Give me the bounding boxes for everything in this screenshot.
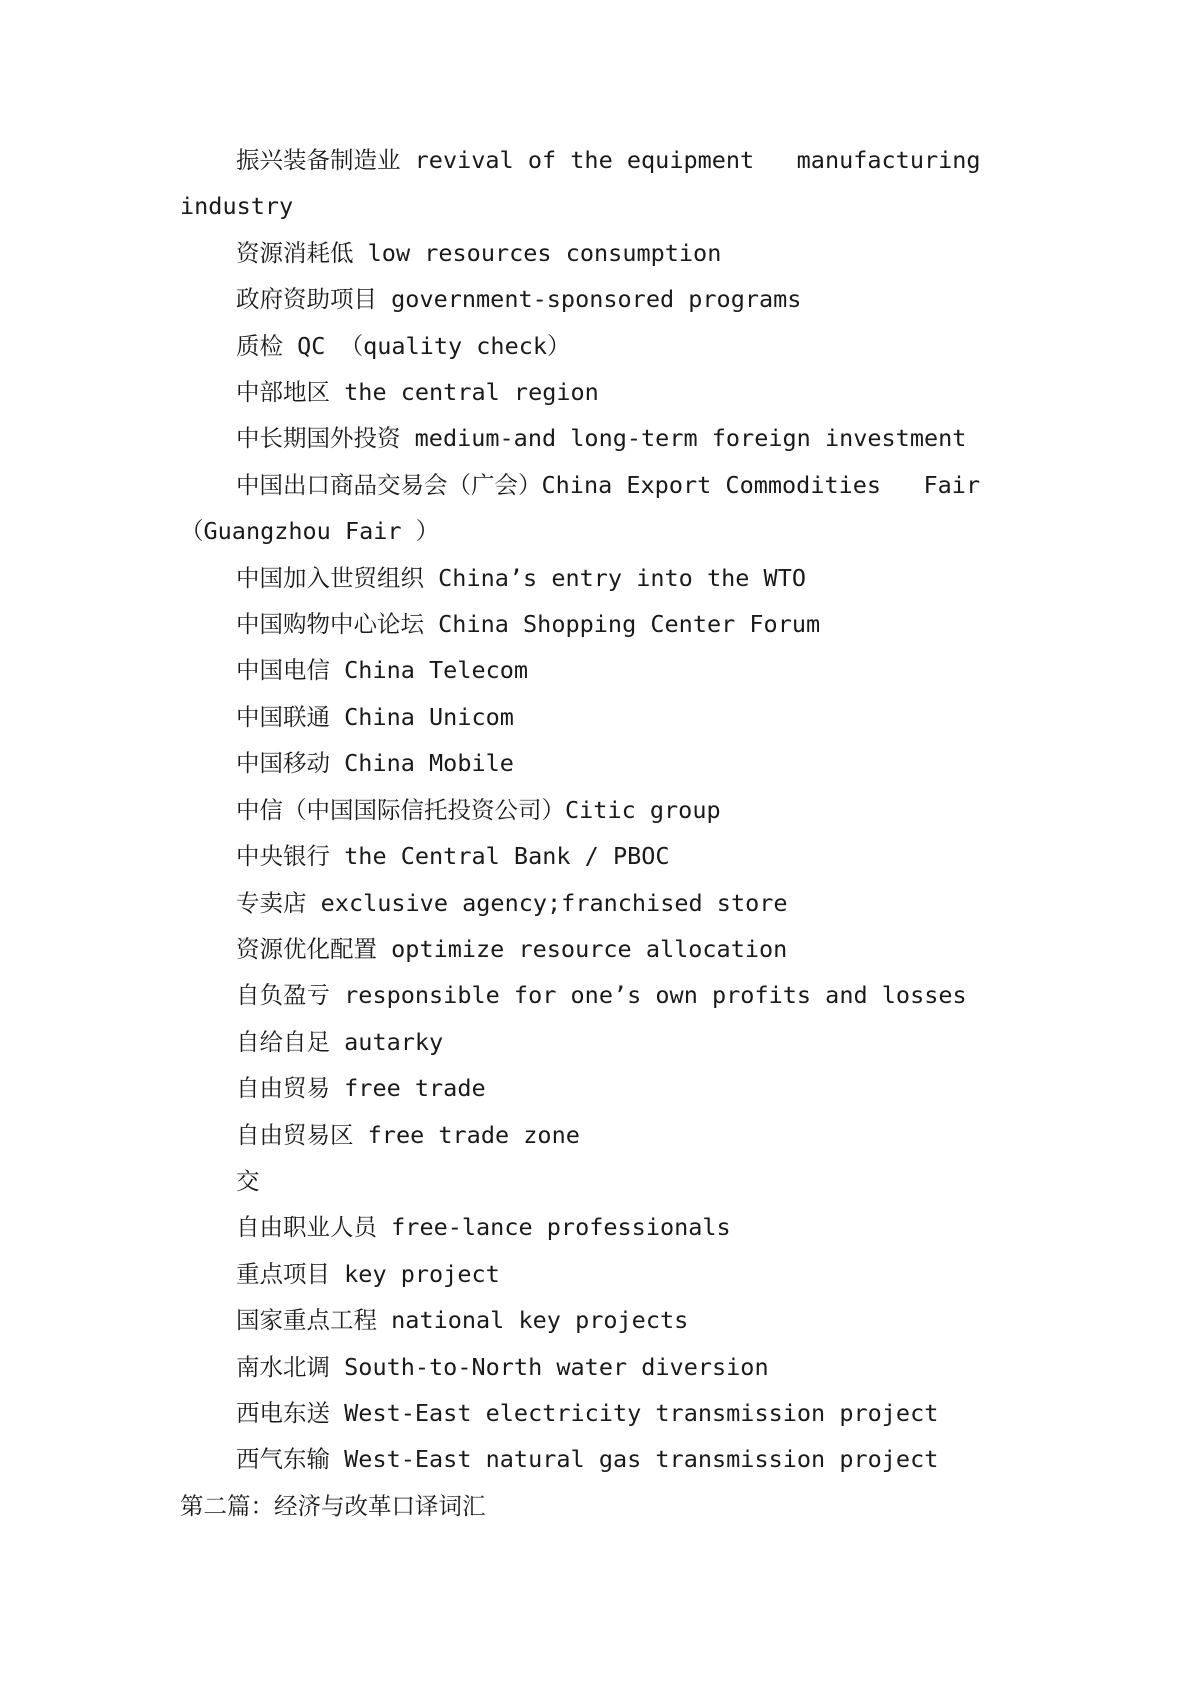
entry-text: 中国加入世贸组织 China’s entry into the WTO [236,563,807,592]
entry-text: 中国购物中心论坛 China Shopping Center Forum [236,610,821,639]
glossary-entry [180,740,1040,786]
entry-text: 中国出口商品交易会（广会）China Export Commodities Fair [236,470,981,499]
glossary-entry [180,1112,1040,1158]
glossary-entry [180,369,1040,415]
glossary-entry [180,833,1040,879]
glossary-content [180,137,1040,1529]
entry-text: 质检 QC （quality check） [236,331,571,360]
glossary-entry [180,926,1040,972]
section-heading: 第二篇：经济与改革口译词汇 [180,1491,486,1520]
entry-text: 南水北调 South-to-North water diversion [236,1352,769,1381]
entry-text: 自负盈亏 responsible for one’s own profits and losses [236,981,967,1010]
glossary-entry [180,1436,1040,1482]
entry-text: 中长期国外投资 medium-and long-term foreign investment [236,424,967,453]
glossary-entry [180,694,1040,740]
glossary-entry [180,230,1040,276]
glossary-entry [180,601,1040,647]
entry-continuation: industry [180,192,294,221]
entry-text: 国家重点工程 national key projects [236,1306,689,1335]
entry-text: 振兴装备制造业 revival of the equipment manufacturing [236,146,981,174]
entry-text: 自由贸易区 free trade zone [236,1120,580,1149]
entry-text: 政府资助项目 government-sponsored programs [236,285,802,314]
entry-text: 自由贸易 free trade [236,1074,486,1103]
glossary-entry [180,323,1040,369]
entry-text: 西气东输 West-East natural gas transmission project [236,1445,939,1474]
glossary-entry [180,1251,1040,1297]
entry-text: 西电东送 West-East electricity transmission project [236,1398,939,1427]
glossary-entry [180,1065,1040,1111]
entry-text: 交 [236,1166,260,1195]
glossary-entry [180,415,1040,461]
entry-text: 中央银行 the Central Bank / PBOC [236,842,670,871]
entry-text: 专卖店 exclusive agency;franchised store [236,888,788,917]
entry-text: 自给自足 autarky [236,1027,444,1056]
glossary-entry [180,276,1040,322]
glossary-entry [180,1158,1040,1204]
entry-text: 中信（中国国际信托投资公司）Citic group [236,795,721,824]
glossary-entry [180,555,1040,601]
entry-text: 自由职业人员 free-lance professionals [236,1213,731,1242]
entry-text: 重点项目 key project [236,1259,500,1288]
glossary-entry [180,1344,1040,1390]
entry-continuation: （Guangzhou Fair ） [180,517,440,546]
glossary-entry [180,1390,1040,1436]
glossary-entry [180,1204,1040,1250]
entry-text: 资源消耗低 low resources consumption [236,238,722,267]
glossary-entry [180,880,1040,926]
glossary-entry [180,787,1040,833]
entry-text: 中国移动 China Mobile [236,749,514,778]
glossary-entry [180,1019,1040,1065]
glossary-entry [180,137,1040,230]
entry-text: 中国电信 China Telecom [236,656,529,685]
glossary-entry [180,1297,1040,1343]
entry-text: 资源优化配置 optimize resource allocation [236,934,788,963]
entry-text: 中国联通 China Unicom [236,702,514,731]
glossary-entry [180,462,1040,555]
entry-text: 中部地区 the central region [236,378,599,407]
glossary-entry [180,647,1040,693]
glossary-entry [180,972,1040,1018]
